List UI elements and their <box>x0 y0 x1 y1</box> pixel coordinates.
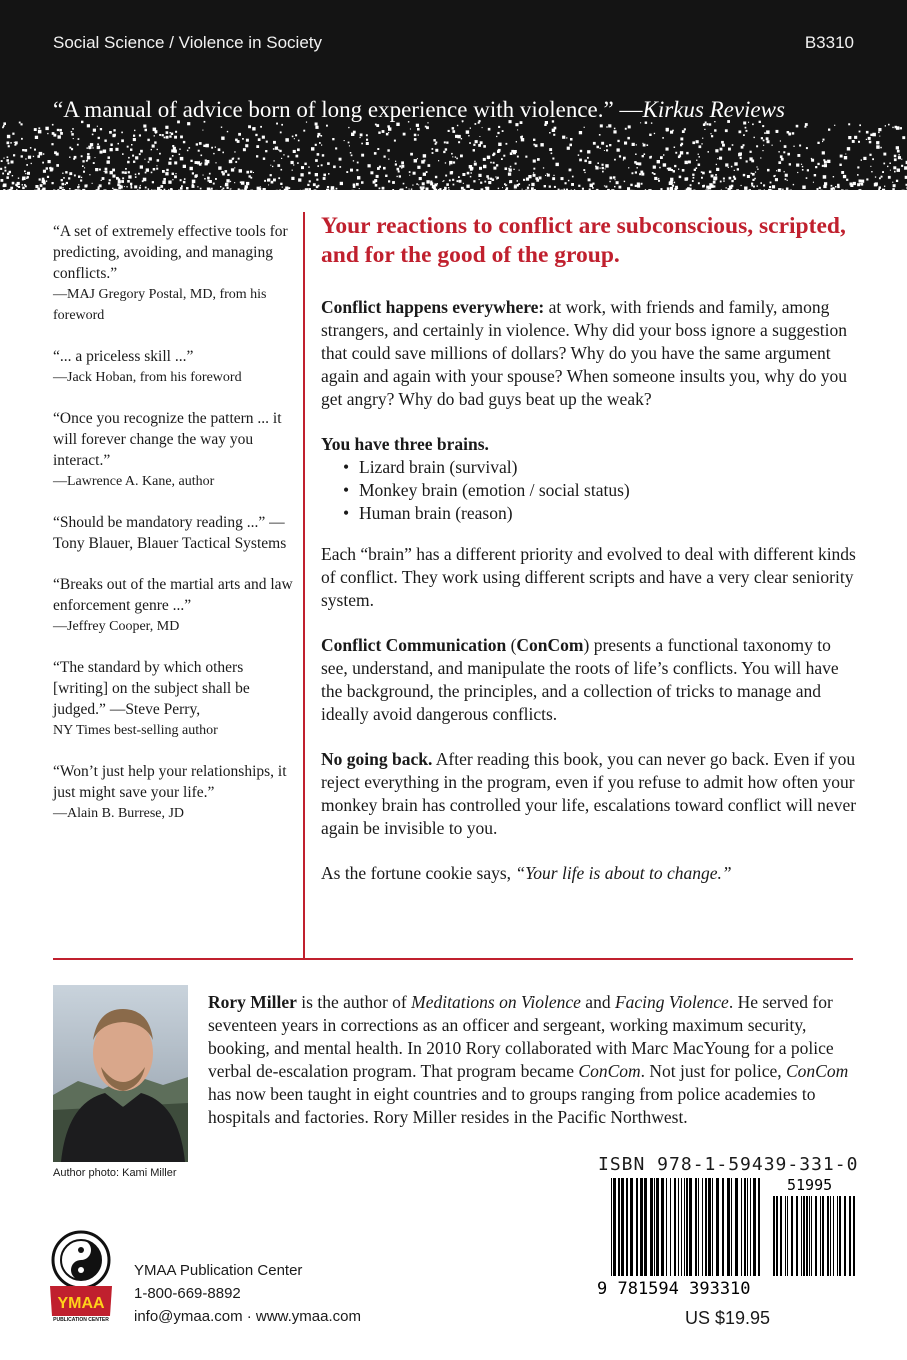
list-item: • Monkey brain (emotion / social status) <box>359 479 861 502</box>
kirkus-source: Kirkus Reviews <box>642 97 785 122</box>
brains-list <box>321 433 861 525</box>
svg-text:51995: 51995 <box>787 1178 833 1194</box>
horizontal-divider <box>53 958 853 960</box>
blurb-column <box>53 221 293 844</box>
headline: Your reactions to conflict are subconscious, scripted, and for the good of the group. <box>321 213 846 268</box>
svg-text:PUBLICATION CENTER: PUBLICATION CENTER <box>53 1317 109 1323</box>
paragraph: As the fortune cookie says, “Your life is about to change.” <box>321 863 732 883</box>
publisher-phone: 1-800-669-8892 <box>134 1285 241 1302</box>
blurb: “Breaks out of the martial arts and law enforcement genre ...” —Jeffrey Cooper, MD <box>53 576 293 634</box>
publisher-info <box>134 1259 361 1328</box>
ymaa-logo <box>44 1228 118 1323</box>
brains-lead: You have three brains. <box>321 434 489 454</box>
main-copy <box>321 212 861 907</box>
vertical-divider <box>303 212 305 960</box>
blurb: “... a priceless skill ...” —Jack Hoban, from his foreword <box>53 348 242 385</box>
category-label: Social Science / Violence in Society <box>53 33 323 52</box>
blurb: “The standard by which others [writing] on the subject shall be judged.” —Steve Perry, NY Times best-selling author <box>53 659 250 738</box>
author-bio: Rory Miller is the author of Meditations on Violence and Facing Violence. He served for seventeen years in corrections as an officer and sergeant, working maximum security, booking, and mental health. In 2010 Rory collaborated with Marc MacYoung for a police verbal de-escalation program. That program became ConCom. Not just for police, ConCom has now been taught in eight countries and to groups ranging from police academies to hospitals and factories. Rory Miller resides in the Pacific Northwest. <box>208 992 849 1127</box>
blurb: “A set of extremely effective tools for predicting, avoiding, and managing conflicts.” —MAJ Gregory Postal, MD, from his foreword <box>53 223 288 323</box>
paragraph: Each “brain” has a different priority and evolved to deal with different kinds of conflict. They work using different scripts and have a very clear seniority system. <box>321 544 856 610</box>
paragraph: Conflict happens everywhere: at work, with friends and family, among strangers, and certainly in violence. Why did your boss ignore a suggestion that could save millions of dollars? Why do you have the same argument again and again with your spouse? When someone insults you, why do you get angry? Why do bad guys beat up the weak? <box>321 297 848 409</box>
isbn-label: ISBN 978-1-59439-331-0 <box>598 1154 859 1175</box>
list-item: • Lizard brain (survival) <box>359 456 861 479</box>
product-code: B3310 <box>804 33 854 52</box>
blurb: “Once you recognize the pattern ... it will forever change the way you interact.” —Lawrence A. Kane, author <box>53 410 282 489</box>
speckle-texture <box>0 120 907 205</box>
paragraph: Conflict Communication (ConCom) presents a functional taxonomy to see, understand, and manipulate the roots of life’s conflicts. You will have the background, the principles, and a collection of tricks to manage and ideally avoid dangerous conflicts. <box>321 635 839 724</box>
blurb: “Should be mandatory reading ...” —Tony Blauer, Blauer Tactical Systems <box>53 514 287 552</box>
blurb: “Won’t just help your relationships, it just might save your life.” —Alain B. Burrese, JD <box>53 763 287 821</box>
photo-credit: Author photo: Kami Miller <box>53 1167 177 1179</box>
publisher-name: YMAA Publication Center <box>134 1262 303 1279</box>
kirkus-quote: “A manual of advice born of long experience with violence.” —Kirkus Reviews <box>53 97 785 122</box>
svg-text:9 781594 393310: 9 781594 393310 <box>597 1279 751 1296</box>
author-photo <box>53 985 188 1162</box>
header-band <box>0 0 907 205</box>
paragraph: No going back. After reading this book, you can never go back. Even if you reject everything in the program, even if you refuse to admit how often your monkey brain has controlled your life, escalations toward conflict will never again be invisible to you. <box>321 749 857 838</box>
barcode <box>597 1178 857 1296</box>
svg-text:YMAA: YMAA <box>57 1295 105 1312</box>
list-item: • Human brain (reason) <box>359 502 861 525</box>
price: US $19.95 <box>685 1308 771 1328</box>
publisher-contact: info@ymaa.com · www.ymaa.com <box>134 1308 361 1325</box>
